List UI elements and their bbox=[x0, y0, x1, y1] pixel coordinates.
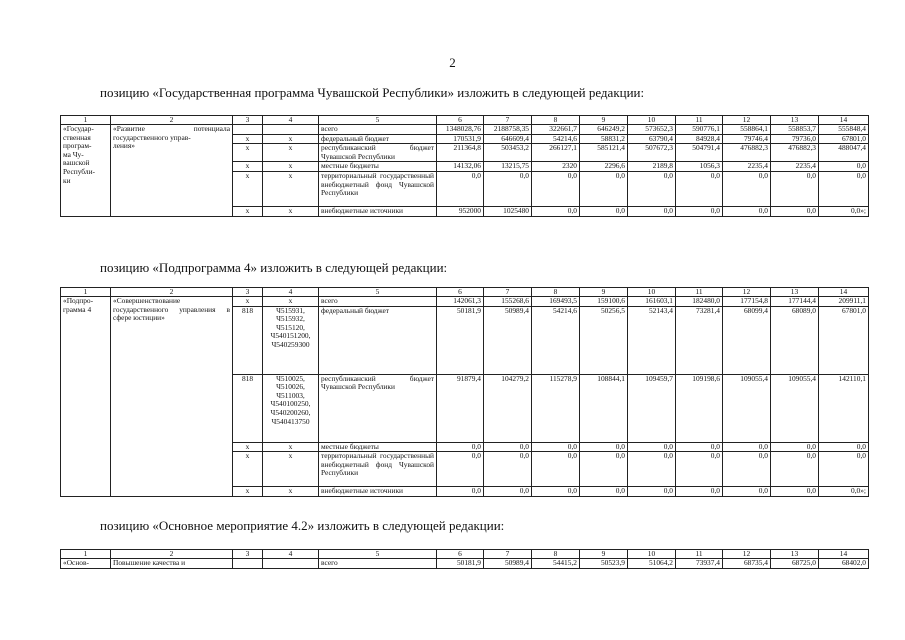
program-name-cell: «Подпро- грамма 4 bbox=[61, 297, 111, 497]
amount-cell: 0,0 bbox=[484, 487, 532, 497]
amount-cell: 51064,2 bbox=[628, 559, 676, 569]
classifier-cell: x bbox=[263, 442, 319, 452]
column-number-cell: 1 bbox=[61, 288, 111, 297]
data-table-3 bbox=[60, 549, 869, 569]
amount-cell: 2235,4 bbox=[723, 162, 771, 172]
amount-cell: 507672,3 bbox=[628, 144, 676, 162]
program-title-cell: «Развитие потенциала государственного управ- ления» bbox=[111, 125, 233, 217]
code-cell: x bbox=[233, 297, 263, 307]
section-heading-3: позицию «Основное мероприятие 4.2» изложить в следующей редакции: bbox=[100, 518, 505, 533]
amount-cell: 952000 bbox=[437, 206, 484, 216]
amount-cell: 161603,1 bbox=[628, 297, 676, 307]
amount-cell: 646609,4 bbox=[484, 134, 532, 144]
amount-cell: 0,0 bbox=[819, 442, 869, 452]
amount-cell: 115278,9 bbox=[532, 374, 580, 442]
amount-cell: 52143,4 bbox=[628, 306, 676, 374]
funding-source-cell: всего bbox=[319, 125, 437, 135]
amount-cell: 169493,5 bbox=[532, 297, 580, 307]
column-number-cell: 6 bbox=[437, 116, 484, 125]
amount-cell: 2320 bbox=[532, 162, 580, 172]
amount-cell: 159100,6 bbox=[580, 297, 628, 307]
amount-cell: 142061,3 bbox=[437, 297, 484, 307]
funding-source-cell: федеральный бюджет bbox=[319, 134, 437, 144]
amount-cell: 54214,6 bbox=[532, 134, 580, 144]
amount-cell: 0,0 bbox=[628, 171, 676, 206]
amount-cell: 109055,4 bbox=[771, 374, 819, 442]
code-cell: x bbox=[233, 487, 263, 497]
amount-cell: 503453,2 bbox=[484, 144, 532, 162]
header-row bbox=[61, 116, 869, 125]
classifier-cell: x bbox=[263, 452, 319, 487]
amount-cell: 0,0 bbox=[580, 206, 628, 216]
column-number-cell: 13 bbox=[771, 288, 819, 297]
amount-cell: 476882,3 bbox=[771, 144, 819, 162]
column-number-cell: 6 bbox=[437, 550, 484, 559]
section-heading-2: позицию «Подпрограмма 4» изложить в следующей редакции: bbox=[100, 260, 448, 275]
amount-cell: 73281,4 bbox=[676, 306, 723, 374]
amount-cell: 79746,4 bbox=[723, 134, 771, 144]
funding-source-cell: местные бюджеты bbox=[319, 162, 437, 172]
classifier-cell: x bbox=[263, 144, 319, 162]
amount-cell: 0,0 bbox=[484, 442, 532, 452]
amount-cell: 0,0 bbox=[484, 452, 532, 487]
column-number-cell: 12 bbox=[723, 550, 771, 559]
column-number-cell: 10 bbox=[628, 116, 676, 125]
column-number-cell: 13 bbox=[771, 550, 819, 559]
amount-cell: 68735,4 bbox=[723, 559, 771, 569]
funding-source-cell: внебюджетные источники bbox=[319, 487, 437, 497]
classifier-cell: x bbox=[263, 162, 319, 172]
amount-cell: 50256,5 bbox=[580, 306, 628, 374]
amount-cell: 73937,4 bbox=[676, 559, 723, 569]
amount-cell: 0,0 bbox=[771, 171, 819, 206]
amount-cell: 209911,1 bbox=[819, 297, 869, 307]
amount-cell: 142110,1 bbox=[819, 374, 869, 442]
column-number-cell: 3 bbox=[233, 550, 263, 559]
amount-cell: 50989,4 bbox=[484, 559, 532, 569]
column-number-cell: 10 bbox=[628, 288, 676, 297]
header-row bbox=[61, 550, 869, 559]
table-row bbox=[61, 125, 869, 135]
amount-cell: 0,0 bbox=[723, 452, 771, 487]
amount-cell: 0,0 bbox=[676, 206, 723, 216]
amount-cell: 63790,4 bbox=[628, 134, 676, 144]
page-number: 2 bbox=[449, 55, 456, 70]
column-number-cell: 4 bbox=[263, 116, 319, 125]
column-number-cell: 5 bbox=[319, 288, 437, 297]
amount-cell: 0,0 bbox=[723, 442, 771, 452]
amount-cell: 558864,1 bbox=[723, 125, 771, 135]
amount-cell: 573652,3 bbox=[628, 125, 676, 135]
amount-cell: 0,0 bbox=[532, 487, 580, 497]
amount-cell: 68089,0 bbox=[771, 306, 819, 374]
column-number-cell: 7 bbox=[484, 550, 532, 559]
column-number-cell: 12 bbox=[723, 116, 771, 125]
amount-cell: 67801,0 bbox=[819, 134, 869, 144]
code-cell: x bbox=[233, 162, 263, 172]
amount-cell: 68402,0 bbox=[819, 559, 869, 569]
amount-cell: 266127,1 bbox=[532, 144, 580, 162]
funding-source-cell: всего bbox=[319, 559, 437, 569]
column-number-cell: 3 bbox=[233, 116, 263, 125]
section-heading-1: позицию «Государственная программа Чувашской Республики» изложить в следующей редакции: bbox=[100, 85, 645, 100]
classifier-cell: Ч515931, Ч515932, Ч515120, Ч540151200, Ч540259300 bbox=[263, 306, 319, 374]
column-number-cell: 7 bbox=[484, 116, 532, 125]
classifier-cell bbox=[263, 125, 319, 135]
amount-cell: 590776,1 bbox=[676, 125, 723, 135]
amount-cell: 0,0 bbox=[819, 171, 869, 206]
amount-cell: 0,0»; bbox=[819, 487, 869, 497]
column-number-cell: 1 bbox=[61, 116, 111, 125]
amount-cell: 0,0 bbox=[484, 171, 532, 206]
amount-cell: 0,0 bbox=[628, 452, 676, 487]
program-name-cell: «Государ- ственная програм- ма Чу- вашской Республи- ки bbox=[61, 125, 111, 217]
column-number-cell: 8 bbox=[532, 288, 580, 297]
column-number-cell: 3 bbox=[233, 288, 263, 297]
amount-cell: 2189,8 bbox=[628, 162, 676, 172]
table-row bbox=[61, 559, 869, 569]
column-number-cell: 9 bbox=[580, 288, 628, 297]
amount-cell: 2188758,35 bbox=[484, 125, 532, 135]
amount-cell: 108844,1 bbox=[580, 374, 628, 442]
amount-cell: 109459,7 bbox=[628, 374, 676, 442]
amount-cell: 109198,6 bbox=[676, 374, 723, 442]
code-cell: x bbox=[233, 134, 263, 144]
classifier-cell: x bbox=[263, 134, 319, 144]
column-number-cell: 12 bbox=[723, 288, 771, 297]
amount-cell: 104279,2 bbox=[484, 374, 532, 442]
column-number-cell: 2 bbox=[111, 550, 233, 559]
code-cell bbox=[233, 559, 263, 569]
amount-cell: 558853,7 bbox=[771, 125, 819, 135]
amount-cell: 0,0 bbox=[676, 487, 723, 497]
amount-cell: 0,0 bbox=[580, 171, 628, 206]
table-row bbox=[61, 297, 869, 307]
amount-cell: 0,0 bbox=[819, 162, 869, 172]
amount-cell: 50989,4 bbox=[484, 306, 532, 374]
column-number-cell: 13 bbox=[771, 116, 819, 125]
amount-cell: 0,0 bbox=[771, 206, 819, 216]
amount-cell: 555848,4 bbox=[819, 125, 869, 135]
amount-cell: 91879,4 bbox=[437, 374, 484, 442]
amount-cell: 0,0 bbox=[532, 206, 580, 216]
funding-source-cell: всего bbox=[319, 297, 437, 307]
amount-cell: 646249,2 bbox=[580, 125, 628, 135]
amount-cell: 50181,9 bbox=[437, 559, 484, 569]
column-number-cell: 4 bbox=[263, 550, 319, 559]
column-number-cell: 5 bbox=[319, 550, 437, 559]
column-number-cell: 11 bbox=[676, 116, 723, 125]
amount-cell: 58831,2 bbox=[580, 134, 628, 144]
column-number-cell: 14 bbox=[819, 116, 869, 125]
column-number-cell: 2 bbox=[111, 116, 233, 125]
column-number-cell: 11 bbox=[676, 288, 723, 297]
amount-cell: 79736,0 bbox=[771, 134, 819, 144]
amount-cell: 13215,75 bbox=[484, 162, 532, 172]
column-number-cell: 6 bbox=[437, 288, 484, 297]
amount-cell: 54214,6 bbox=[532, 306, 580, 374]
amount-cell: 0,0 bbox=[723, 206, 771, 216]
funding-source-cell: местные бюджеты bbox=[319, 442, 437, 452]
amount-cell: 0,0 bbox=[676, 171, 723, 206]
column-number-cell: 9 bbox=[580, 550, 628, 559]
amount-cell: 0,0 bbox=[580, 442, 628, 452]
classifier-cell: Ч510025, Ч510026, Ч511003, Ч540100250, Ч540200260, Ч540413750 bbox=[263, 374, 319, 442]
code-cell: x bbox=[233, 171, 263, 206]
code-cell: x bbox=[233, 144, 263, 162]
amount-cell: 0,0»; bbox=[819, 206, 869, 216]
amount-cell: 0,0 bbox=[532, 442, 580, 452]
funding-source-cell: республиканский бюджет Чувашской Республики bbox=[319, 144, 437, 162]
amount-cell: 0,0 bbox=[437, 442, 484, 452]
amount-cell: 0,0 bbox=[532, 171, 580, 206]
amount-cell: 0,0 bbox=[628, 206, 676, 216]
program-name-cell: «Основ- bbox=[61, 559, 111, 569]
amount-cell: 84928,4 bbox=[676, 134, 723, 144]
amount-cell: 1056,3 bbox=[676, 162, 723, 172]
data-table-2 bbox=[60, 287, 869, 497]
funding-source-cell: республиканский бюджет Чувашской Республики bbox=[319, 374, 437, 442]
amount-cell: 50181,9 bbox=[437, 306, 484, 374]
amount-cell: 211364,8 bbox=[437, 144, 484, 162]
classifier-cell: x bbox=[263, 171, 319, 206]
data-table-1 bbox=[60, 115, 869, 217]
classifier-cell: x bbox=[263, 297, 319, 307]
funding-source-cell: федеральный бюджет bbox=[319, 306, 437, 374]
amount-cell: 0,0 bbox=[771, 452, 819, 487]
amount-cell: 0,0 bbox=[819, 452, 869, 487]
column-number-cell: 7 bbox=[484, 288, 532, 297]
code-cell: 818 bbox=[233, 374, 263, 442]
amount-cell: 67801,0 bbox=[819, 306, 869, 374]
column-number-cell: 5 bbox=[319, 116, 437, 125]
amount-cell: 0,0 bbox=[771, 487, 819, 497]
amount-cell: 68099,4 bbox=[723, 306, 771, 374]
column-number-cell: 10 bbox=[628, 550, 676, 559]
classifier-cell bbox=[263, 559, 319, 569]
column-number-cell: 2 bbox=[111, 288, 233, 297]
column-number-cell: 14 bbox=[819, 288, 869, 297]
amount-cell: 0,0 bbox=[580, 487, 628, 497]
code-cell: x bbox=[233, 206, 263, 216]
amount-cell: 182480,0 bbox=[676, 297, 723, 307]
code-cell: 818 bbox=[233, 306, 263, 374]
code-cell: x bbox=[233, 452, 263, 487]
amount-cell: 488047,4 bbox=[819, 144, 869, 162]
code-cell bbox=[233, 125, 263, 135]
amount-cell: 0,0 bbox=[532, 452, 580, 487]
amount-cell: 68725,0 bbox=[771, 559, 819, 569]
amount-cell: 476882,3 bbox=[723, 144, 771, 162]
amount-cell: 14132,06 bbox=[437, 162, 484, 172]
amount-cell: 0,0 bbox=[437, 171, 484, 206]
program-title-cell: «Совершенствование государственного управления в сфере юстиции» bbox=[111, 297, 233, 497]
funding-source-cell: внебюджетные источники bbox=[319, 206, 437, 216]
column-number-cell: 14 bbox=[819, 550, 869, 559]
program-title-cell: Повышение качества и bbox=[111, 559, 233, 569]
classifier-cell: x bbox=[263, 206, 319, 216]
amount-cell: 0,0 bbox=[676, 452, 723, 487]
amount-cell: 0,0 bbox=[771, 442, 819, 452]
amount-cell: 2235,4 bbox=[771, 162, 819, 172]
amount-cell: 585121,4 bbox=[580, 144, 628, 162]
column-number-cell: 1 bbox=[61, 550, 111, 559]
code-cell: x bbox=[233, 442, 263, 452]
amount-cell: 0,0 bbox=[437, 487, 484, 497]
funding-source-cell: территориальный государственный внебюджетный фонд Чувашской Республики bbox=[319, 171, 437, 206]
column-number-cell: 8 bbox=[532, 550, 580, 559]
amount-cell: 54415,2 bbox=[532, 559, 580, 569]
column-number-cell: 4 bbox=[263, 288, 319, 297]
classifier-cell: x bbox=[263, 487, 319, 497]
amount-cell: 170531,9 bbox=[437, 134, 484, 144]
amount-cell: 177144,4 bbox=[771, 297, 819, 307]
column-number-cell: 8 bbox=[532, 116, 580, 125]
amount-cell: 322661,7 bbox=[532, 125, 580, 135]
amount-cell: 177154,8 bbox=[723, 297, 771, 307]
amount-cell: 0,0 bbox=[723, 171, 771, 206]
amount-cell: 0,0 bbox=[723, 487, 771, 497]
amount-cell: 0,0 bbox=[676, 442, 723, 452]
amount-cell: 1348028,76 bbox=[437, 125, 484, 135]
amount-cell: 0,0 bbox=[628, 442, 676, 452]
column-number-cell: 11 bbox=[676, 550, 723, 559]
amount-cell: 155268,6 bbox=[484, 297, 532, 307]
amount-cell: 1025480 bbox=[484, 206, 532, 216]
amount-cell: 504791,4 bbox=[676, 144, 723, 162]
column-number-cell: 9 bbox=[580, 116, 628, 125]
amount-cell: 50523,9 bbox=[580, 559, 628, 569]
header-row bbox=[61, 288, 869, 297]
amount-cell: 0,0 bbox=[580, 452, 628, 487]
amount-cell: 109055,4 bbox=[723, 374, 771, 442]
funding-source-cell: территориальный государственный внебюджетный фонд Чувашской Республики bbox=[319, 452, 437, 487]
amount-cell: 0,0 bbox=[437, 452, 484, 487]
amount-cell: 2296,6 bbox=[580, 162, 628, 172]
amount-cell: 0,0 bbox=[628, 487, 676, 497]
